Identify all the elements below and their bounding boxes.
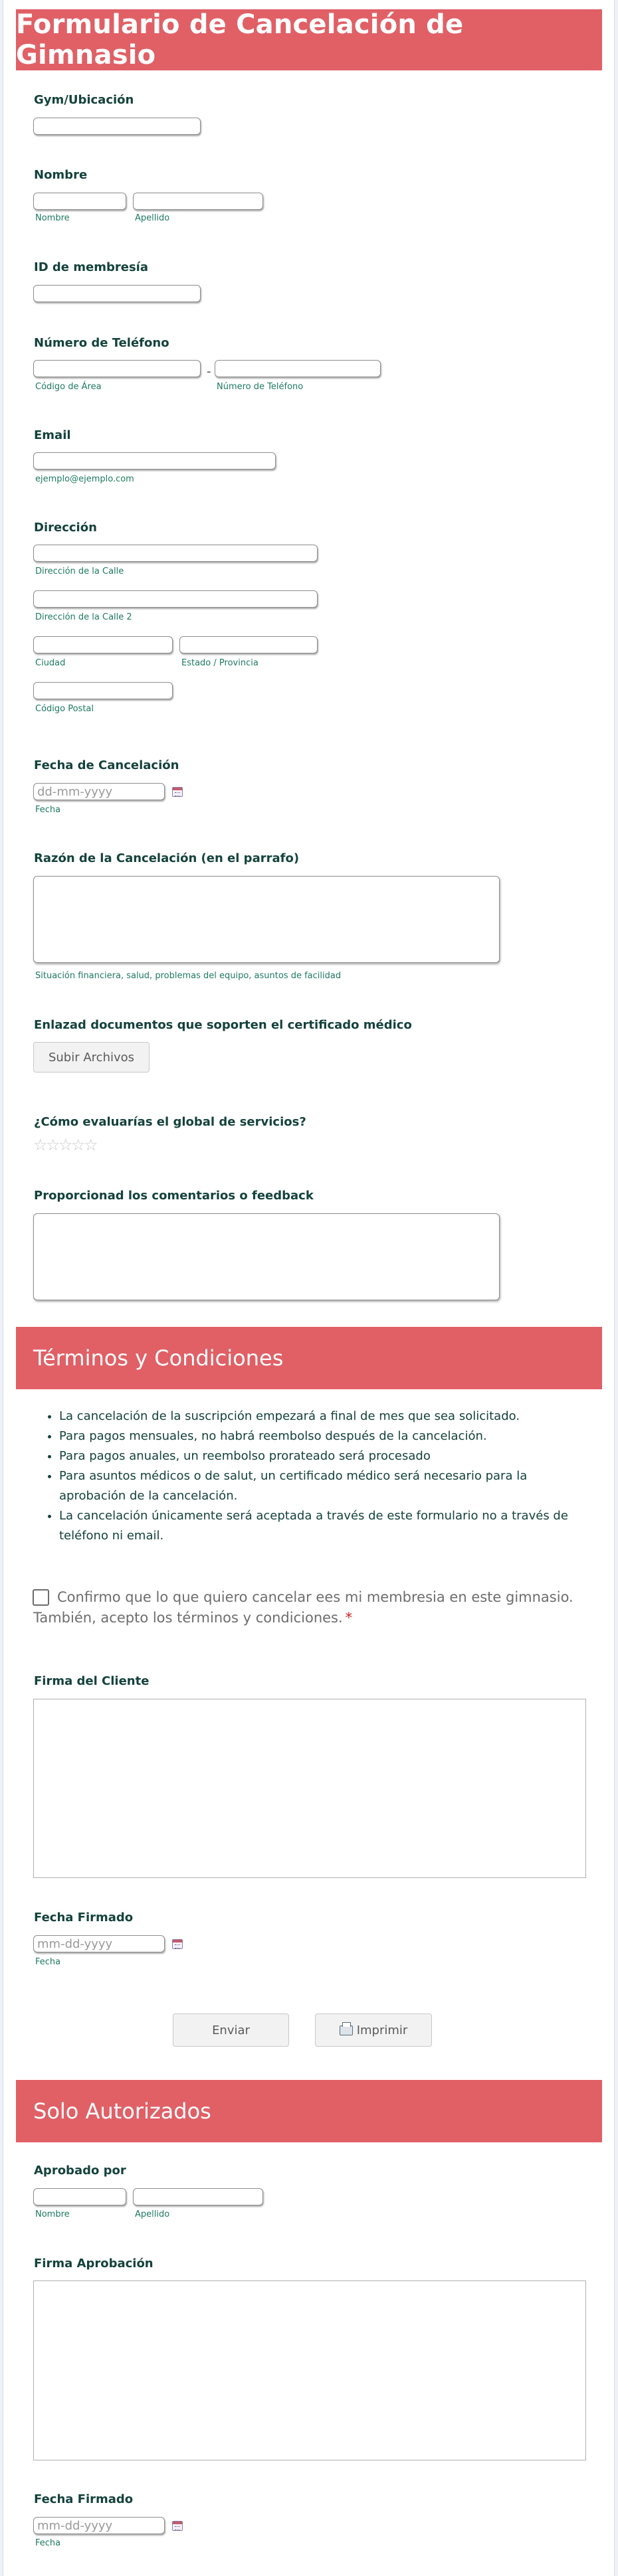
last-name-input[interactable] [133, 193, 263, 210]
customer-signature-pad[interactable] [33, 1699, 586, 1878]
approval-signature-label: Firma Aprobación [34, 2257, 154, 2271]
signed-date-input[interactable] [33, 1935, 165, 1952]
terms-confirm-text [33, 1587, 578, 1628]
required-mark: * [345, 1610, 353, 1626]
email-label: Email [34, 428, 71, 442]
rating-star-1[interactable]: ☆ [33, 1136, 48, 1154]
terms-item: • La cancelación de la suscripción empezará a final de mes que sea solicitado. [59, 1407, 591, 1426]
postal-code-input[interactable] [33, 682, 173, 699]
phone-separator: - [207, 365, 211, 379]
street-address-2-input[interactable] [33, 590, 318, 608]
print-button-label: Imprimir [356, 2023, 408, 2037]
terms-item: • Para pagos mensuales, no habrá reembolso después de la cancelación. [59, 1426, 591, 1446]
approved-last-name-input[interactable] [133, 2188, 263, 2205]
cancellation-date-sublabel: Fecha [35, 805, 61, 815]
address-label: Dirección [34, 521, 97, 535]
city-input[interactable] [33, 636, 173, 653]
reason-hint: Situación financiera, salud, problemas del equipo, asuntos de facilidad [35, 971, 342, 981]
phone-label: Número de Teléfono [34, 336, 169, 350]
rating-star-5[interactable]: ☆ [84, 1136, 98, 1154]
reason-label: Razón de la Cancelación (en el parrafo) [34, 851, 300, 865]
email-input[interactable] [33, 452, 276, 470]
page-left-border [0, 0, 3, 2576]
approval-date-placeholder: mm-dd-yyyy [37, 2519, 113, 2533]
cancellation-date-input[interactable] [33, 783, 165, 800]
form-title: Formulario de Cancelación de Gimnasio [16, 9, 464, 70]
calendar-icon[interactable] [172, 1939, 183, 1949]
approval-date-sublabel: Fecha [35, 2538, 61, 2548]
terms-list [59, 1407, 591, 1546]
feedback-label: Proporcionad los comentarios o feedback [34, 1189, 314, 1203]
street-address-2-sublabel: Dirección de la Calle 2 [35, 612, 132, 622]
terms-item: • La cancelación únicamente será aceptada a través de este formulario no a través de teléfono ni email. [59, 1506, 591, 1546]
terms-title: Términos y Condiciones [33, 1345, 284, 1371]
rating-star-3[interactable]: ☆ [58, 1136, 73, 1154]
rating-label: ¿Cómo evaluarías el global de servicios? [34, 1115, 306, 1129]
state-input[interactable] [179, 636, 318, 653]
area-code-sublabel: Código de Área [35, 382, 102, 392]
terms-banner [16, 1327, 602, 1389]
nombre-label: Nombre [34, 168, 88, 182]
reason-textarea[interactable] [33, 876, 500, 963]
approval-signature-pad[interactable] [33, 2280, 586, 2460]
calendar-icon[interactable] [172, 787, 183, 797]
street-address-sublabel: Dirección de la Calle [35, 566, 124, 576]
approved-by-label: Aprobado por [34, 2164, 126, 2178]
cancellation-date-placeholder: dd-mm-yyyy [37, 785, 113, 799]
page-right-border [614, 0, 618, 2576]
approved-first-name-input[interactable] [33, 2188, 126, 2205]
approval-date-label: Fecha Firmado [34, 2492, 134, 2506]
terms-item: • Para asuntos médicos o de salut, un certificado médico será necesario para la aprobación de la cancelación. [59, 1466, 591, 1506]
upload-files-button[interactable]: Subir Archivos [33, 1042, 150, 1073]
email-hint: ejemplo@ejemplo.com [35, 474, 134, 484]
approved-last-name-sublabel: Apellido [135, 2209, 170, 2219]
feedback-textarea[interactable] [33, 1213, 500, 1300]
approval-date-input[interactable] [33, 2517, 165, 2534]
membership-id-input[interactable] [33, 285, 201, 302]
cancellation-date-label: Fecha de Cancelación [34, 758, 179, 772]
city-sublabel: Ciudad [35, 658, 66, 668]
area-code-input[interactable] [33, 360, 201, 377]
gym-label: Gym/Ubicación [34, 93, 134, 107]
signed-date-sublabel: Fecha [35, 1957, 61, 1967]
first-name-input[interactable] [33, 193, 126, 210]
submit-button[interactable]: Enviar [173, 2014, 289, 2047]
signed-date-label: Fecha Firmado [34, 1911, 134, 1925]
street-address-input[interactable] [33, 545, 318, 562]
form-title-banner [16, 9, 602, 70]
rating-star-4[interactable]: ☆ [71, 1136, 86, 1154]
rating-star-2[interactable]: ☆ [46, 1136, 60, 1154]
print-button[interactable] [315, 2014, 432, 2047]
state-sublabel: Estado / Provincia [181, 658, 258, 668]
documents-label: Enlazad documentos que soporten el certificado médico [34, 1018, 412, 1032]
terms-item: • Para pagos anuales, un reembolso prorateado será procesado [59, 1446, 591, 1466]
authorized-title: Solo Autorizados [33, 2099, 211, 2124]
last-name-sublabel: Apellido [135, 213, 170, 223]
authorized-banner [16, 2080, 602, 2142]
printer-icon [340, 2025, 353, 2035]
gym-input[interactable] [33, 118, 201, 135]
phone-number-sublabel: Número de Teléfono [217, 382, 304, 392]
postal-code-sublabel: Código Postal [35, 704, 94, 714]
signed-date-placeholder: mm-dd-yyyy [37, 1937, 113, 1951]
customer-signature-label: Firma del Cliente [34, 1674, 150, 1688]
first-name-sublabel: Nombre [35, 213, 70, 223]
calendar-icon[interactable] [172, 2521, 183, 2531]
phone-number-input[interactable] [215, 360, 381, 377]
membership-id-label: ID de membresía [34, 260, 148, 274]
terms-confirm-label: Confirmo que lo que quiero cancelar ees mi membresia en este gimnasio. También, acepto los términos y condiciones. [33, 1589, 573, 1626]
approved-first-name-sublabel: Nombre [35, 2209, 70, 2219]
